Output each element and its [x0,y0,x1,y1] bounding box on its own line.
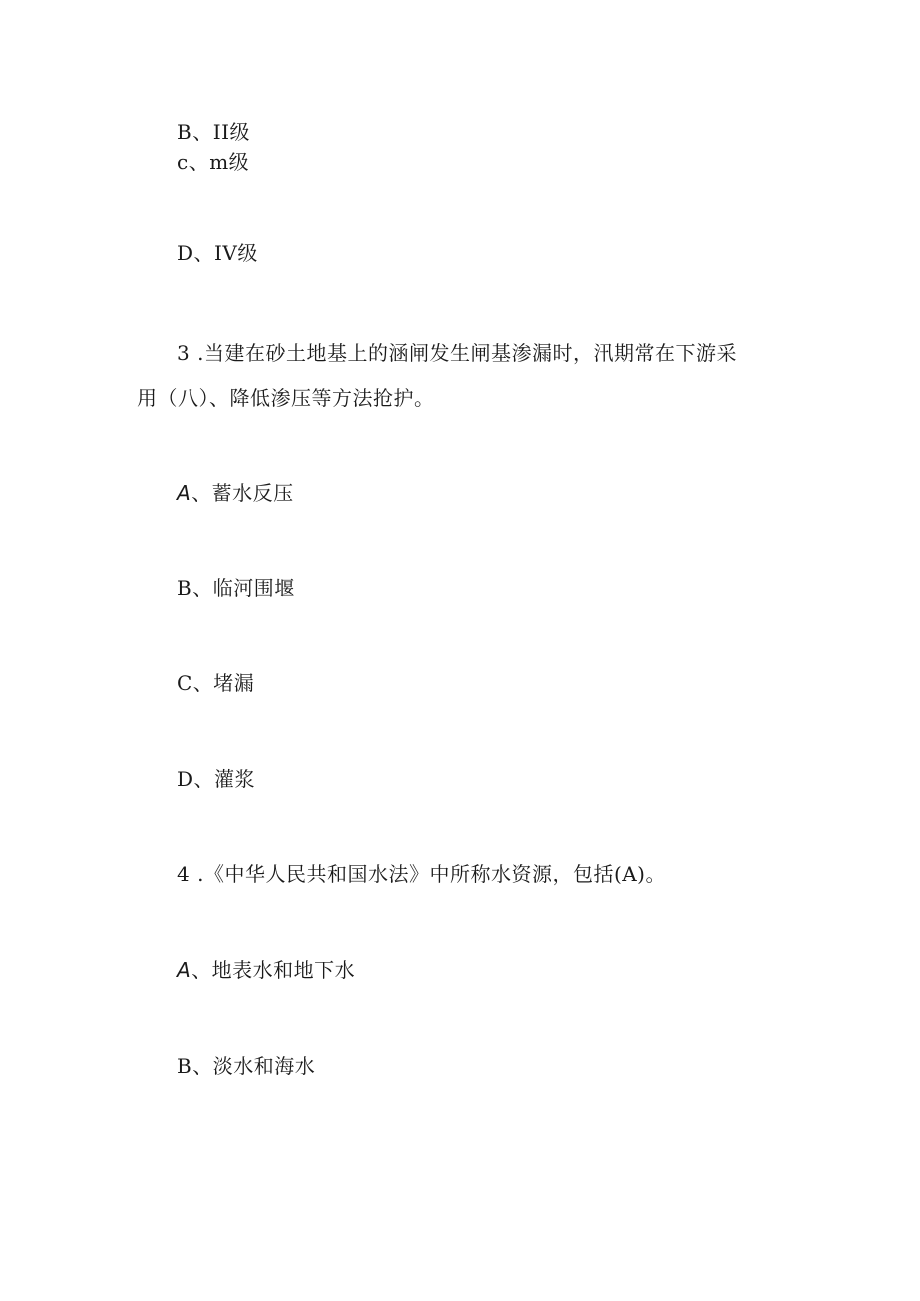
question-3-line-1: 3 .当建在砂土地基上的涵闸发生闸基渗漏时，汛期常在下游采 [177,341,737,365]
option-letter: A [177,481,192,505]
q3-option-b: B、临河围堰 [177,576,295,600]
option-b-grade-2: B、II级 [177,120,250,144]
option-letter: A [177,958,192,982]
option-c-grade-3: c、m级 [177,150,250,174]
q4-option-b: B、淡水和海水 [177,1054,316,1078]
question-4: 4 .《中华人民共和国水法》中所称水资源，包括(A)。 [177,862,666,886]
q3-option-d: D、灌浆 [177,767,256,791]
option-text: 、地表水和地下水 [191,958,356,982]
question-3-line-2: 用（八）、降低渗压等方法抢护。 [137,386,435,410]
q3-option-a [177,481,294,505]
q4-option-a [177,958,355,982]
q3-option-c: C、堵漏 [177,671,255,695]
option-text: 、蓄水反压 [191,481,294,505]
option-d-grade-4: D、IV级 [177,241,258,265]
